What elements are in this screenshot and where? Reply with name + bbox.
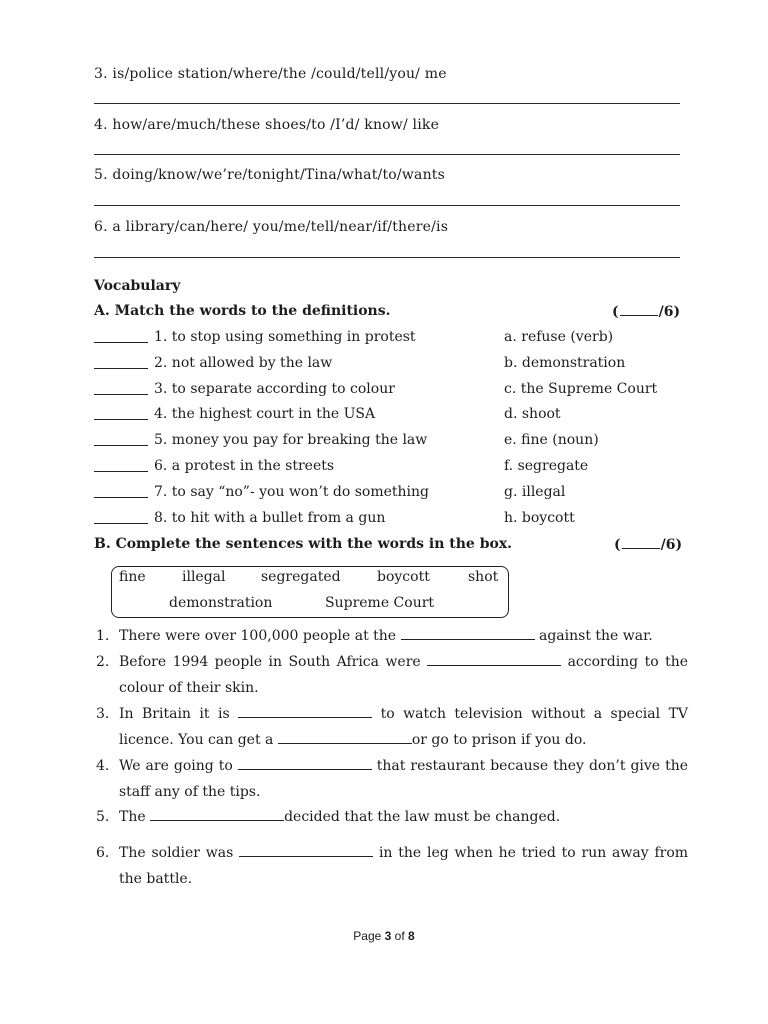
match-definition: 3. to separate according to colour (154, 381, 395, 397)
match-definition: 6. a protest in the streets (154, 458, 335, 474)
order-question-6: 6. a library/can/here/ you/me/tell/near/if/there/is (94, 219, 449, 235)
sentence-3 (96, 701, 688, 753)
word-box (111, 566, 509, 618)
match-word: f. segregate (504, 458, 589, 474)
match-word: e. fine (noun) (504, 432, 599, 448)
match-word: b. demonstration (504, 355, 626, 371)
sentence-number: 6. (96, 845, 110, 861)
order-question-3: 3. is/police station/where/the /could/tell/you/ me (94, 66, 447, 82)
answer-line-6[interactable] (94, 257, 680, 258)
sentence-number: 5. (96, 809, 110, 825)
answer-line-3[interactable] (94, 103, 680, 104)
answer-gap[interactable] (150, 806, 284, 821)
answer-line-5[interactable] (94, 205, 680, 206)
score-open: ( (612, 304, 619, 320)
match-definition: 4. the highest court in the USA (154, 406, 376, 422)
match-word: c. the Supreme Court (504, 381, 658, 397)
sentence-6 (96, 840, 688, 892)
sentence-number: 3. (96, 706, 110, 722)
sentence-4 (96, 753, 688, 805)
match-word: a. refuse (verb) (504, 329, 614, 345)
footer-middle: of (391, 929, 409, 943)
match-word: g. illegal (504, 484, 566, 500)
box-word-demonstration: demonstration (169, 595, 273, 611)
current-page: 3 (384, 929, 392, 943)
total-pages: 8 (408, 929, 415, 943)
match-answer-blank[interactable] (94, 394, 148, 395)
score-blank[interactable] (620, 303, 658, 316)
score-blank[interactable] (622, 536, 660, 549)
sentence-text: The (119, 809, 146, 825)
match-answer-blank[interactable] (94, 342, 148, 343)
sentence-number: 4. (96, 758, 110, 774)
match-word: d. shoot (504, 406, 561, 422)
box-word-boycott: boycott (377, 569, 430, 585)
sentence-text: in the leg when he tried to run away from the battle. (119, 845, 689, 887)
match-definition: 1. to stop using something in protest (154, 329, 416, 345)
match-answer-blank[interactable] (94, 471, 148, 472)
match-definition: 8. to hit with a bullet from a gun (154, 510, 386, 526)
box-word-fine: fine (119, 569, 146, 585)
sentence-text: There were over 100,000 people at the (119, 628, 397, 644)
box-word-segregated: segregated (261, 569, 341, 585)
sentence-2 (96, 649, 688, 701)
sentence-text: The soldier was (119, 845, 234, 861)
match-word: h. boycott (504, 510, 575, 526)
answer-gap[interactable] (238, 703, 372, 718)
page-footer (0, 929, 768, 943)
sentence-number: 1. (96, 628, 110, 644)
footer-prefix: Page (353, 929, 385, 943)
answer-gap[interactable] (401, 625, 535, 640)
match-answer-blank[interactable] (94, 497, 148, 498)
match-definition: 2. not allowed by the law (154, 355, 333, 371)
score-open: ( (614, 537, 621, 553)
part-a-score (612, 303, 680, 320)
match-answer-blank[interactable] (94, 523, 148, 524)
part-b-heading: B. Complete the sentences with the words in the box. (94, 536, 513, 552)
box-word-shot: shot (468, 569, 499, 585)
sentence-text: against the war. (538, 628, 653, 644)
sentence-text: We are going to (119, 758, 233, 774)
score-total: /6) (660, 537, 683, 553)
match-answer-blank[interactable] (94, 419, 148, 420)
sentence-text: or go to prison if you do. (411, 732, 587, 748)
box-word-illegal: illegal (182, 569, 226, 585)
part-a-heading: A. Match the words to the definitions. (94, 303, 391, 319)
part-b-score (614, 536, 682, 553)
answer-gap[interactable] (278, 729, 412, 744)
match-answer-blank[interactable] (94, 368, 148, 369)
order-question-5: 5. doing/know/we’re/tonight/Tina/what/to/wants (94, 167, 445, 183)
answer-gap[interactable] (239, 842, 373, 857)
order-question-4: 4. how/are/much/these shoes/to /I’d/ know/ like (94, 117, 440, 133)
sentence-number: 2. (96, 654, 110, 670)
score-total: /6) (658, 304, 681, 320)
sentence-text: In Britain it is (119, 706, 230, 722)
box-word-supreme-court: Supreme Court (325, 595, 435, 611)
answer-line-4[interactable] (94, 154, 680, 155)
vocabulary-heading: Vocabulary (94, 278, 181, 294)
sentence-text: according to the colour of their skin. (119, 654, 689, 696)
match-definition: 5. money you pay for breaking the law (154, 432, 428, 448)
sentence-text: Before 1994 people in South Africa were (119, 654, 421, 670)
sentence-text: that restaurant because they don’t give the staff any of the tips. (119, 758, 689, 800)
sentence-text: to watch television without a special TV licence. You can get a (119, 706, 689, 748)
match-answer-blank[interactable] (94, 445, 148, 446)
sentence-text: decided that the law must be changed. (284, 809, 561, 825)
match-definition: 7. to say “no”- you won’t do something (154, 484, 430, 500)
answer-gap[interactable] (238, 755, 372, 770)
sentence-1 (96, 623, 688, 649)
answer-gap[interactable] (427, 651, 561, 666)
sentence-5 (96, 804, 688, 830)
